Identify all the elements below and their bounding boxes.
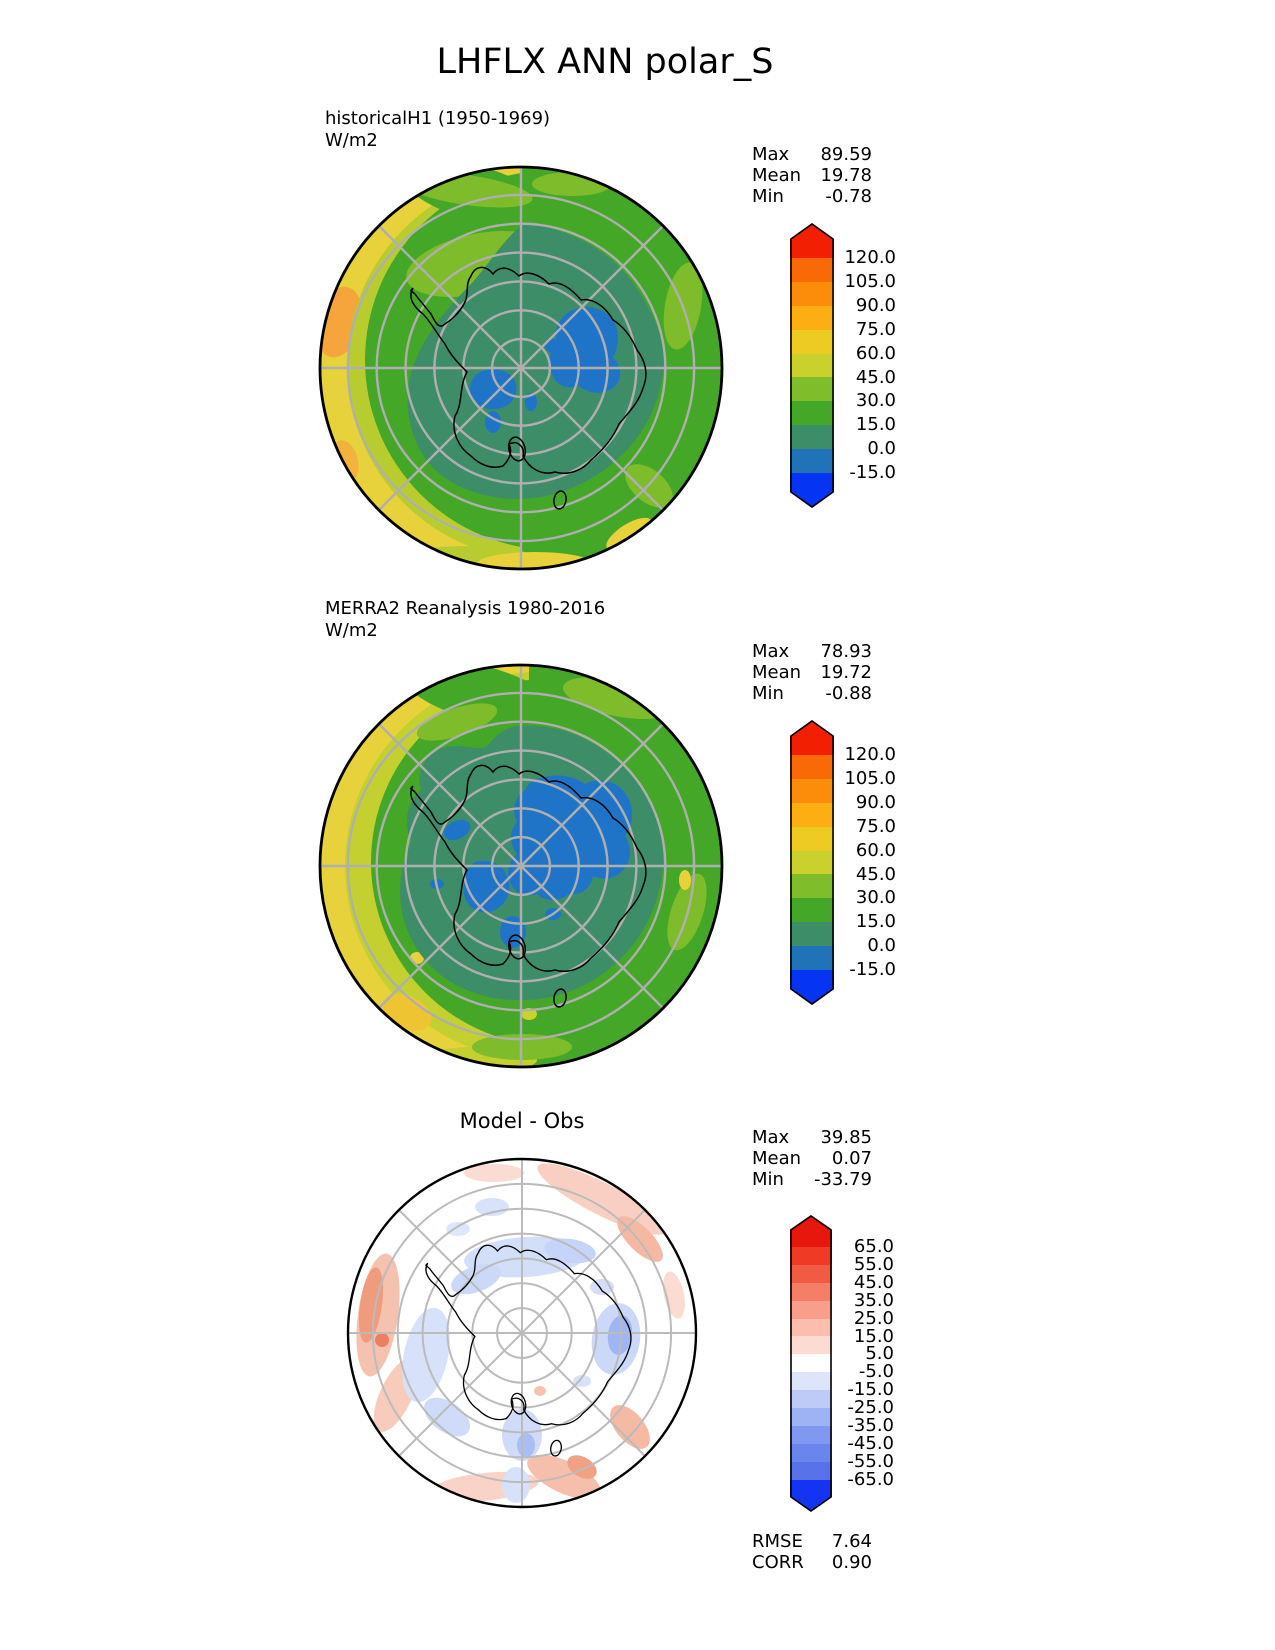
stat-row-min	[752, 1169, 872, 1190]
stat-value: 19.78	[820, 165, 872, 186]
colorbar-tick: 25.0	[853, 1307, 894, 1329]
colorbar-tick: 55.0	[853, 1253, 894, 1275]
colorbar-tick: 45.0	[853, 1271, 894, 1293]
colorbar-tick: -35.0	[847, 1415, 894, 1436]
panel-model-header	[325, 108, 550, 152]
stat-label: Min	[752, 1169, 784, 1190]
colorbar-tick: 0.0	[867, 438, 896, 460]
colorbar-band	[790, 946, 834, 970]
stat-row-max	[752, 1127, 872, 1148]
colorbar-tick: 120.0	[844, 744, 896, 765]
stat-label: Max	[752, 144, 790, 165]
stat-label: Max	[752, 641, 790, 662]
panel-reference-dataset-label: MERRA2 Reanalysis 1980-2016	[325, 598, 606, 619]
graticule	[320, 665, 722, 1067]
stat-value: 0.07	[831, 1148, 872, 1169]
colorbar-tick: 75.0	[855, 815, 896, 837]
colorbar-band	[790, 1354, 832, 1372]
stats-model	[752, 144, 872, 207]
colorbar-tick: -45.0	[847, 1432, 894, 1454]
colorbar-reference	[790, 720, 896, 1005]
colorbar-band	[790, 1462, 832, 1480]
colorbar-band	[790, 425, 834, 449]
colorbar-difference	[790, 1215, 894, 1512]
colorbar-band	[790, 354, 834, 378]
stat-value: 7.64	[831, 1531, 872, 1552]
colorbar-band	[790, 1247, 832, 1265]
colorbar-band	[790, 258, 834, 282]
stat-label: Mean	[752, 1148, 802, 1169]
colorbar-tick: 45.0	[855, 863, 896, 885]
stat-row-mean	[752, 662, 872, 683]
colorbar-tick: -15.0	[849, 959, 896, 981]
plot-title: LHFLX ANN polar_S	[436, 42, 774, 82]
colorbar-band	[790, 922, 834, 946]
colorbar-tick: -15.0	[849, 462, 896, 484]
south-polar-map-reference	[317, 662, 725, 1070]
stat-row-mean	[752, 165, 872, 186]
colorbar-band	[790, 851, 834, 875]
stat-label: Min	[752, 683, 784, 704]
colorbar-tick: -65.0	[847, 1468, 894, 1490]
stats-difference	[752, 1127, 872, 1190]
colorbar-band	[790, 1336, 832, 1354]
stat-value: -0.78	[825, 186, 872, 207]
stat-label: Max	[752, 1127, 790, 1148]
panel-model-units-label: W/m2	[325, 130, 378, 151]
stat-label: Mean	[752, 165, 802, 186]
colorbar-tick: 5.0	[865, 1343, 894, 1365]
colorbar-cap-bottom	[790, 1480, 832, 1512]
metrics-difference	[752, 1531, 872, 1573]
colorbar-band	[790, 779, 834, 803]
stat-value: 39.85	[820, 1127, 872, 1148]
colorbar-tick: 120.0	[844, 247, 896, 268]
stat-row-max	[752, 641, 872, 662]
colorbar-band	[790, 401, 834, 425]
colorbar-cap-top	[790, 1215, 832, 1247]
colorbar-band	[790, 330, 834, 354]
colorbar-band	[790, 1283, 832, 1301]
panel-reference-header	[325, 598, 605, 642]
colorbar-tick: -55.0	[847, 1450, 894, 1472]
colorbar-band	[790, 827, 834, 851]
colorbar-tick: 60.0	[855, 839, 896, 861]
colorbar-band	[790, 1372, 832, 1390]
stat-value: 89.59	[820, 144, 872, 165]
stat-row-max	[752, 144, 872, 165]
colorbar-tick: 30.0	[855, 390, 896, 412]
colorbar-band	[790, 898, 834, 922]
colorbar-tick: 90.0	[855, 791, 896, 813]
stat-value: -33.79	[813, 1169, 872, 1190]
stat-label: RMSE	[752, 1531, 803, 1552]
stat-label: CORR	[752, 1552, 804, 1573]
stat-label: Mean	[752, 662, 802, 683]
colorbar-tick: 30.0	[855, 887, 896, 909]
panel-model-dataset-label: historicalH1 (1950-1969)	[325, 108, 551, 129]
colorbar-tick: 0.0	[867, 935, 896, 957]
colorbar-band	[790, 1444, 832, 1462]
graticule	[348, 1159, 696, 1507]
colorbar-band	[790, 1426, 832, 1444]
stat-row-mean	[752, 1148, 872, 1169]
colorbar-band	[790, 282, 834, 306]
colorbar-band	[790, 803, 834, 827]
colorbar-tick: 105.0	[844, 270, 896, 292]
south-polar-map-model	[317, 164, 725, 572]
colorbar-band	[790, 1319, 832, 1337]
map-difference	[344, 1155, 700, 1511]
colorbar-tick: 75.0	[855, 318, 896, 340]
colorbar-cap-top	[790, 720, 834, 755]
colorbar-tick: 65.0	[853, 1236, 894, 1257]
stat-value: 19.72	[820, 662, 872, 683]
panel-reference-units-label: W/m2	[325, 620, 378, 641]
colorbar-cap-bottom	[790, 473, 834, 508]
colorbar-tick: 90.0	[855, 294, 896, 316]
map-model	[317, 164, 725, 572]
graticule	[320, 167, 722, 569]
colorbar-cap-bottom	[790, 970, 834, 1005]
colorbar-tick: -15.0	[847, 1379, 894, 1401]
colorbar-band	[790, 377, 834, 401]
colorbar-band	[790, 755, 834, 779]
colorbar-tick: 35.0	[853, 1289, 894, 1311]
colorbar-model	[790, 223, 896, 508]
colorbar-band	[790, 1408, 832, 1426]
stat-row-min	[752, 683, 872, 704]
colorbar-tick: 15.0	[855, 911, 896, 933]
colorbar-tick: 15.0	[853, 1325, 894, 1347]
colorbar-band	[790, 1265, 832, 1283]
colorbar-tick: -5.0	[858, 1361, 894, 1383]
colorbar-band	[790, 449, 834, 473]
stat-row-min	[752, 186, 872, 207]
colorbar-tick: 15.0	[855, 414, 896, 436]
stat-row-rmse	[752, 1531, 872, 1552]
map-reference	[317, 662, 725, 1070]
colorbar-cap-top	[790, 223, 834, 258]
stat-row-corr	[752, 1552, 872, 1573]
colorbar-band	[790, 874, 834, 898]
colorbar-tick: -25.0	[847, 1397, 894, 1419]
colorbar-tick: 45.0	[855, 366, 896, 388]
colorbar-band	[790, 1301, 832, 1319]
stat-label: Min	[752, 186, 784, 207]
stat-value: 0.90	[831, 1552, 872, 1573]
stat-value: -0.88	[825, 683, 872, 704]
colorbar-band	[790, 1390, 832, 1408]
colorbar-tick: 105.0	[844, 767, 896, 789]
panel-difference-title: Model - Obs	[459, 1109, 585, 1133]
stats-reference	[752, 641, 872, 704]
colorbar-tick: 60.0	[855, 342, 896, 364]
stat-value: 78.93	[820, 641, 872, 662]
colorbar-band	[790, 306, 834, 330]
south-polar-map-difference	[344, 1155, 700, 1511]
